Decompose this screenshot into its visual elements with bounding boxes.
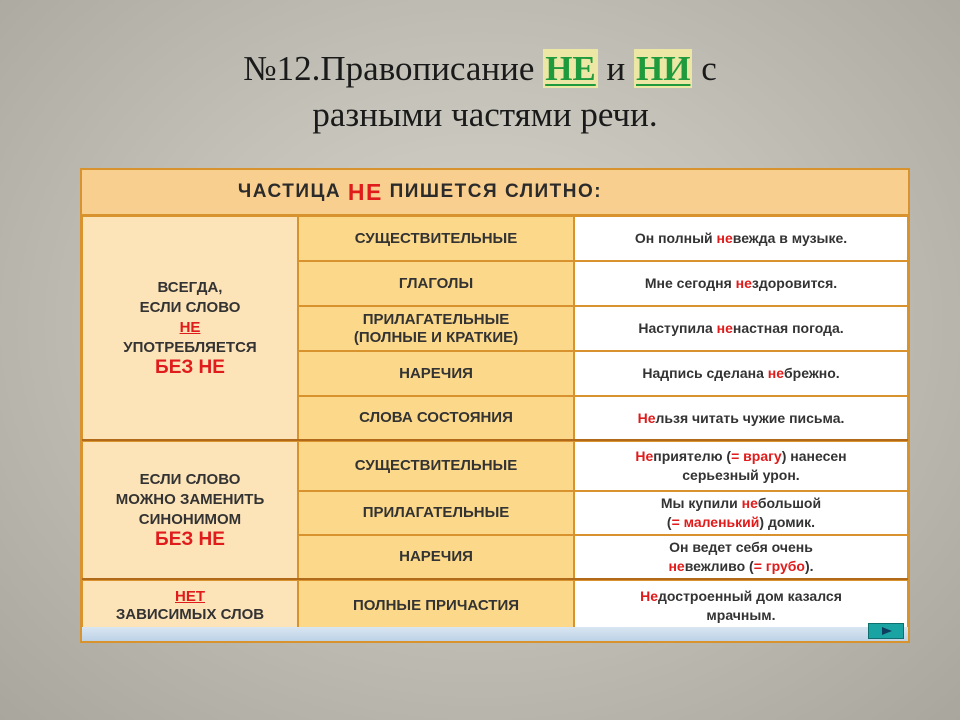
title-and: и <box>597 49 634 88</box>
rules-table <box>80 168 910 643</box>
header-pre: ЧАСТИЦА <box>237 181 348 202</box>
example-cell: Надпись сделана небрежно. <box>574 351 908 396</box>
part-of-speech-cell: НАРЕЧИЯ <box>298 535 574 579</box>
play-arrow-icon <box>869 624 903 638</box>
part-of-speech-cell: СУЩЕСТВИТЕЛЬНЫЕ <box>298 441 574 491</box>
title-line2: разными частями речи. <box>312 95 658 134</box>
condition-line: ЕСЛИ СЛОВО <box>139 471 241 488</box>
condition-line-red: НЕТ <box>175 587 205 605</box>
example-cell: Нельзя читать чужие письма. <box>574 396 908 440</box>
condition-line-red: БЕЗ НЕ <box>155 529 225 550</box>
header-ne: НЕ <box>347 178 383 205</box>
table-header <box>82 170 908 216</box>
condition-line-red: НЕ <box>179 319 201 336</box>
slide-title <box>0 46 960 138</box>
title-ni-highlight: НИ <box>636 49 691 88</box>
title-suffix: с <box>692 49 717 88</box>
condition-line-red: БЕЗ НЕ <box>155 357 225 378</box>
example-cell: Он полный невежда в музыке. <box>574 216 908 261</box>
condition-line: ЕСЛИ СЛОВО <box>139 299 241 316</box>
condition-synonym <box>82 441 298 579</box>
part-of-speech-cell: СУЩЕСТВИТЕЛЬНЫЕ <box>298 216 574 261</box>
condition-line: ЗАВИСИМЫХ СЛОВ <box>115 605 265 623</box>
condition-no-dependents <box>82 580 298 631</box>
title-prefix: №12.Правописание <box>243 49 544 88</box>
part-of-speech-cell: СЛОВА СОСТОЯНИЯ <box>298 396 574 440</box>
condition-line: ВСЕГДА, <box>157 279 223 296</box>
example-cell: Мы купили небольшой (= маленький) домик. <box>574 491 908 535</box>
condition-line: СИНОНИМОМ <box>138 511 242 528</box>
example-cell: Недостроенный дом казался мрачным. <box>574 580 908 631</box>
example-cell: Мне сегодня нездоровится. <box>574 261 908 306</box>
condition-always <box>82 216 298 440</box>
part-of-speech-cell: НАРЕЧИЯ <box>298 351 574 396</box>
part-of-speech-cell: ПРИЛАГАТЕЛЬНЫЕ (ПОЛНЫЕ И КРАТКИЕ) <box>298 306 574 351</box>
example-cell: Неприятелю (= врагу) нанесен серьезный урон. <box>574 441 908 491</box>
slide-bottom-strip <box>82 627 908 641</box>
condition-line: УПОТРЕБЛЯЕТСЯ <box>123 339 257 356</box>
condition-line: МОЖНО ЗАМЕНИТЬ <box>115 491 265 508</box>
header-post: ПИШЕТСЯ СЛИТНО: <box>382 181 603 202</box>
title-ne-highlight: НЕ <box>545 49 596 88</box>
next-slide-button[interactable] <box>868 623 904 639</box>
example-cell: Наступила ненастная погода. <box>574 306 908 351</box>
part-of-speech-cell: ПРИЛАГАТЕЛЬНЫЕ <box>298 491 574 535</box>
example-cell: Он ведет себя очень невежливо (= грубо). <box>574 535 908 579</box>
part-of-speech-cell: ПОЛНЫЕ ПРИЧАСТИЯ <box>298 580 574 631</box>
part-of-speech-cell: ГЛАГОЛЫ <box>298 261 574 306</box>
